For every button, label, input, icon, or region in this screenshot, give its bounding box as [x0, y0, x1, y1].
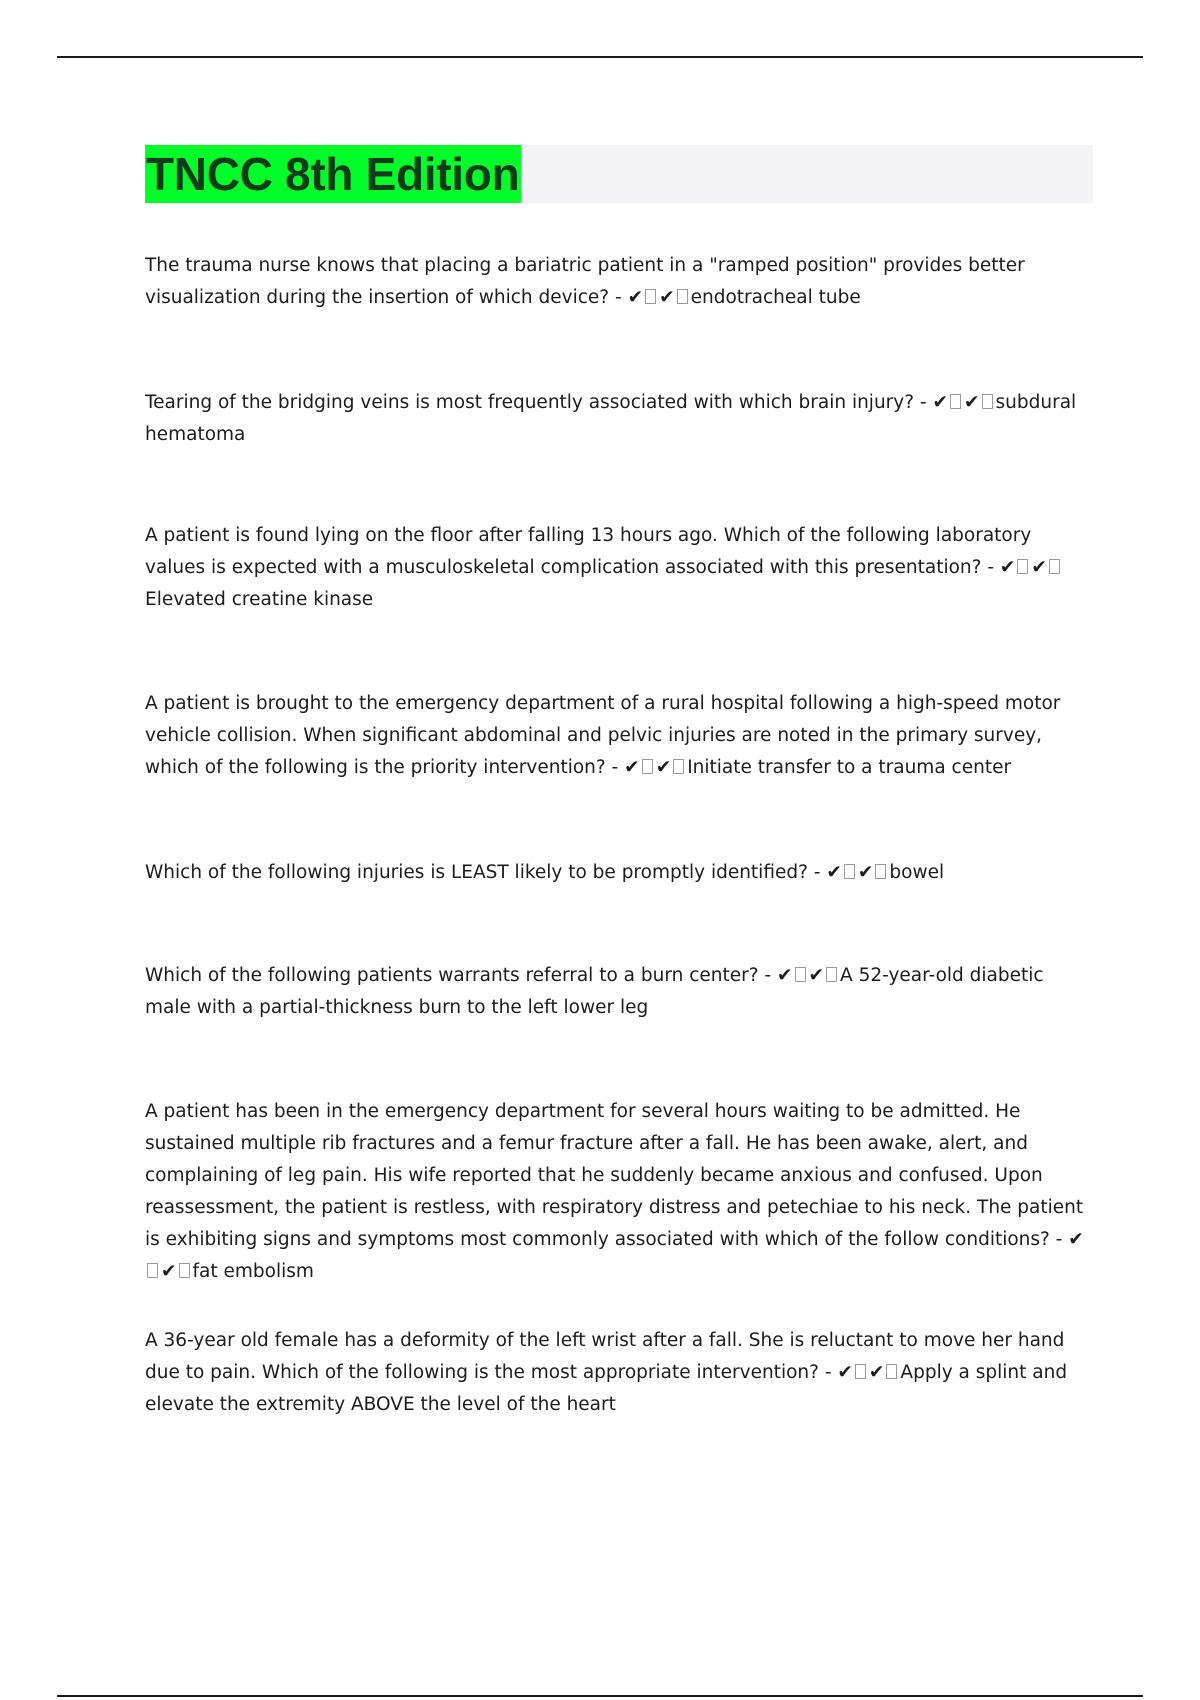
answer-text: Initiate transfer to a trauma center — [687, 757, 1012, 778]
check-icon: ✔ — [964, 392, 980, 413]
question-text: Tearing of the bridging veins is most frequently associated with which brain injury? — [145, 392, 915, 413]
check-icon: ✔ — [1031, 557, 1047, 578]
check-icon: ✔ — [999, 557, 1016, 578]
check-icon: ✔ — [655, 757, 672, 778]
question-text: Which of the following patients warrants referral to a burn center? — [145, 965, 759, 986]
missing-glyph-box — [982, 394, 993, 409]
missing-glyph-box — [179, 1263, 190, 1278]
qa-item-7: A patient has been in the emergency department for several hours waiting to be admitted. He sustained multiple rib fractures and a femur fracture after a fall. He has been awake, alert, and complaining of leg pain. His wife reported that he suddenly became anxious and confused. Upon reassessment, the patient is restless, with respiratory distress and petechiae to his neck. The patient is exhibiting signs and symptoms most commonly associated with which of the follow conditions? - ✔✔ fat embolism — [145, 1101, 1084, 1282]
missing-glyph-box — [673, 759, 684, 774]
missing-glyph-box — [1017, 559, 1028, 574]
check-icon: ✔ — [826, 862, 842, 883]
check-icon: ✔ — [857, 862, 874, 883]
question-text: The trauma nurse knows that placing a bariatric patient in a "ramped position" provides better visualization during the insertion of which device? — [145, 255, 1025, 308]
qa-item-1: The trauma nurse knows that placing a bariatric patient in a "ramped position" provides better visualization during the insertion of which device? - ✔ ✔ endotracheal tube — [145, 255, 1025, 308]
check-icon: ✔ — [624, 757, 640, 778]
missing-glyph-box — [886, 1364, 897, 1379]
question-text: A patient is brought to the emergency department of a rural hospital following a high-speed motor vehicle collision. When significant abdominal and pelvic injuries are noted in the primary survey, which of the following is the priority intervention? — [145, 693, 1061, 778]
answer-text: fat embolism — [192, 1261, 314, 1282]
check-icon: ✔ — [932, 392, 948, 413]
question-text: Which of the following injuries is LEAST likely to be promptly identified? — [145, 862, 808, 883]
check-icon: ✔ — [777, 965, 793, 986]
check-icon: ✔ — [868, 1362, 885, 1383]
check-icon: ✔ — [627, 287, 644, 308]
question-text: A patient has been in the emergency department for several hours waiting to be admitted. He sustained multiple rib fractures and a femur fracture after a fall. He has been awake, alert, and complaining of leg pain. His wife reported that he suddenly became anxious and confused. Upon reassessment, the patient is restless, with respiratory distress and petechiae to his neck. The patient is exhibiting signs and symptoms most commonly associated with which of the follow conditions? — [145, 1101, 1084, 1250]
page-title: TNCC 8th Edition — [145, 145, 521, 203]
answer-text: Elevated creatine kinase — [145, 589, 374, 610]
missing-glyph-box — [826, 967, 837, 982]
missing-glyph-box — [1049, 559, 1060, 574]
qa-item-8: A 36-year old female has a deformity of the left wrist after a fall. She is reluctant to move her hand due to pain. Which of the following is the most appropriate intervention? - ✔ ✔ Apply a splint and elevate the extremity ABOVE the level of the heart — [145, 1330, 1068, 1415]
question-text: A patient is found lying on the floor after falling 13 hours ago. Which of the following laboratory values is expected with a musculoskeletal complication associated with this presentation? — [145, 525, 1032, 578]
missing-glyph-box — [645, 289, 656, 304]
check-icon: ✔ — [808, 965, 825, 986]
check-icon: ✔ — [1068, 1229, 1084, 1250]
bottom-rule — [57, 1695, 1143, 1697]
missing-glyph-box — [642, 759, 653, 774]
missing-glyph-box — [875, 864, 886, 879]
qa-item-6: Which of the following patients warrants referral to a burn center? - ✔ ✔ A 52-year-old diabetic male with a partial-thickness burn to the left lower leg — [145, 965, 1044, 1018]
answer-text: bowel — [889, 862, 945, 883]
missing-glyph-box — [795, 967, 806, 982]
missing-glyph-box — [677, 289, 688, 304]
qa-item-2: Tearing of the bridging veins is most frequently associated with which brain injury? - ✔ ✔ subdural hematoma — [145, 392, 1077, 445]
missing-glyph-box — [147, 1263, 158, 1278]
answer-text: Apply a splint and elevate the extremity ABOVE the level of the heart — [145, 1362, 1068, 1415]
qa-item-4: A patient is brought to the emergency department of a rural hospital following a high-speed motor vehicle collision. When significant abdominal and pelvic injuries are noted in the primary survey, which of the following is the priority intervention? - ✔ ✔ Initiate transfer to a trauma center — [145, 693, 1061, 778]
check-icon: ✔ — [161, 1261, 177, 1282]
check-icon: ✔ — [837, 1362, 853, 1383]
answer-text: endotracheal tube — [690, 287, 861, 308]
missing-glyph-box — [844, 864, 855, 879]
qa-item-3: A patient is found lying on the floor after falling 13 hours ago. Which of the following laboratory values is expected with a musculoskeletal complication associated with this presentation? - ✔ ✔Elevated creatine kinase — [145, 520, 1090, 616]
missing-glyph-box — [950, 394, 961, 409]
check-icon: ✔ — [659, 287, 675, 308]
question-text: A 36-year old female has a deformity of the left wrist after a fall. She is reluctant to move her hand due to pain. Which of the following is the most appropriate intervention? — [145, 1330, 1065, 1383]
top-rule — [57, 56, 1143, 58]
answer-text: A 52-year-old diabetic male with a partial-thickness burn to the left lower leg — [145, 965, 1044, 1018]
answer-text: subdural hematoma — [145, 392, 1077, 445]
qa-item-5: Which of the following injuries is LEAST likely to be promptly identified? - ✔ ✔ bowel — [145, 862, 945, 883]
missing-glyph-box — [855, 1364, 866, 1379]
